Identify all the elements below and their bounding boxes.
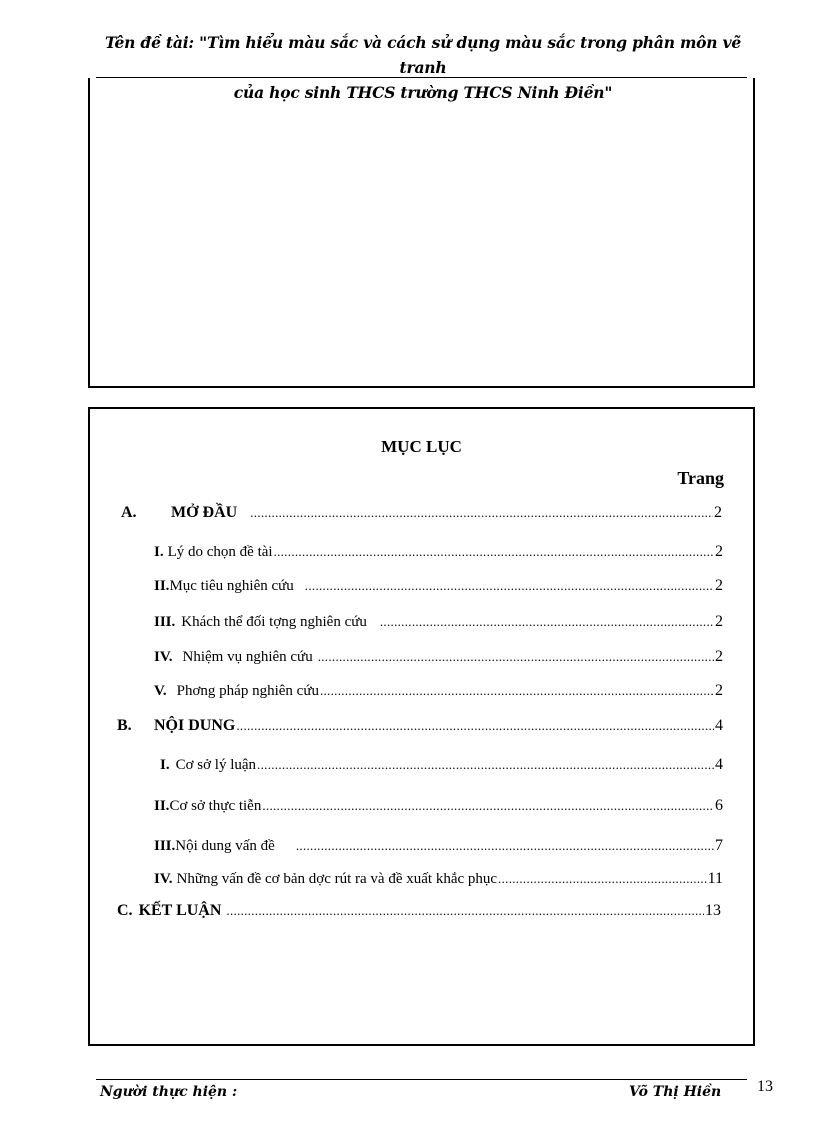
toc-entry-section-c[interactable]	[117, 902, 721, 920]
toc-entry-label: MỞ ĐẦU	[171, 504, 238, 521]
toc-entry-label: KẾT LUẬN	[138, 902, 222, 919]
toc-entry-page: 2	[715, 682, 723, 699]
toc-entry-label: Cơ sở thực tiễn	[169, 798, 262, 814]
toc-entry-number: IV.	[154, 649, 173, 665]
toc-entry-page: 2	[715, 577, 723, 594]
toc-entry-number: II.	[154, 798, 170, 814]
toc-entry-b-1[interactable]	[160, 756, 723, 774]
toc-entry-number: V.	[154, 683, 167, 699]
toc-entry-page: 2	[715, 543, 723, 560]
toc-entry-a-4[interactable]	[154, 648, 723, 666]
footer-author-label: Người thực hiện :	[100, 1084, 238, 1100]
dot-leader	[320, 683, 714, 699]
footer-divider	[96, 1079, 747, 1080]
page-number: 13	[757, 1078, 773, 1095]
blank-frame	[88, 78, 755, 388]
dot-leader	[318, 649, 714, 665]
toc-entry-label: Cơ sở lý luận	[175, 757, 257, 773]
toc-entry-number: II.	[154, 578, 170, 594]
toc-entry-page: 2	[714, 504, 722, 521]
header-title-line-1: Tên đề tài: "Tìm hiểu màu sắc và cách sử dụng màu sắc trong phân môn vẽ tranh	[104, 33, 742, 77]
toc-page-column-header: Trang	[677, 468, 724, 488]
dot-leader	[305, 578, 714, 594]
toc-entry-label: Những vấn đề cơ bản dợc rút ra và đề xuất khắc phục	[176, 871, 498, 887]
toc-entry-page: 7	[715, 837, 723, 854]
dot-leader	[296, 838, 714, 854]
dot-leader	[250, 505, 713, 521]
toc-entry-page: 13	[705, 902, 721, 919]
dot-leader	[257, 757, 714, 773]
toc-entry-label: Mục tiêu nghiên cứu	[169, 578, 294, 594]
toc-entry-a-2[interactable]	[154, 577, 723, 595]
toc-entry-number: IV.	[154, 871, 173, 887]
toc-entry-page: 2	[715, 648, 723, 665]
toc-entry-number: III.	[154, 838, 176, 854]
toc-entry-label: Nội dung vấn đề	[175, 838, 275, 854]
toc-entry-number: I.	[160, 757, 170, 773]
toc-entry-page: 2	[715, 613, 723, 630]
dot-leader	[262, 798, 714, 814]
toc-entry-number: I.	[154, 544, 164, 560]
toc-entry-section-a[interactable]	[121, 504, 722, 522]
toc-entry-label: Nhiệm vụ nghiên cứu	[182, 649, 313, 665]
dot-leader	[498, 871, 707, 887]
dot-leader	[236, 718, 714, 734]
toc-entry-number: III.	[154, 614, 176, 630]
toc-entry-label: Phơng pháp nghiên cứu	[176, 683, 319, 699]
toc-entry-section-b[interactable]	[117, 717, 723, 735]
toc-entry-label: Lý do chọn đề tài	[167, 544, 273, 560]
dot-leader	[274, 544, 714, 560]
dot-leader	[380, 614, 714, 630]
toc-entry-page: 11	[707, 870, 723, 887]
toc-entry-label: Khách thể đối tợng nghiên cứu	[181, 614, 367, 630]
table-of-contents	[88, 407, 755, 1046]
toc-entry-number: B.	[117, 717, 132, 734]
toc-entry-b-2[interactable]	[154, 797, 723, 815]
toc-entry-a-1[interactable]	[154, 543, 723, 561]
toc-entry-a-3[interactable]	[154, 613, 723, 631]
toc-title: MỤC LỤC	[381, 437, 462, 456]
dot-leader	[226, 903, 704, 919]
toc-entry-label: NỘI DUNG	[154, 717, 236, 734]
toc-entry-page: 4	[715, 756, 723, 773]
toc-entry-page: 4	[715, 717, 723, 734]
toc-entry-b-4[interactable]	[154, 870, 723, 888]
toc-entry-number: C.	[117, 902, 133, 919]
footer-author-name: Võ Thị Hiền	[629, 1084, 722, 1100]
toc-entry-number: A.	[121, 504, 137, 521]
toc-entry-a-5[interactable]	[154, 682, 723, 700]
toc-entry-page: 6	[715, 797, 723, 814]
toc-entry-b-3[interactable]	[154, 837, 723, 855]
header-title-line-2: của học sinh THCS trường THCS Ninh Điền"	[233, 83, 613, 102]
